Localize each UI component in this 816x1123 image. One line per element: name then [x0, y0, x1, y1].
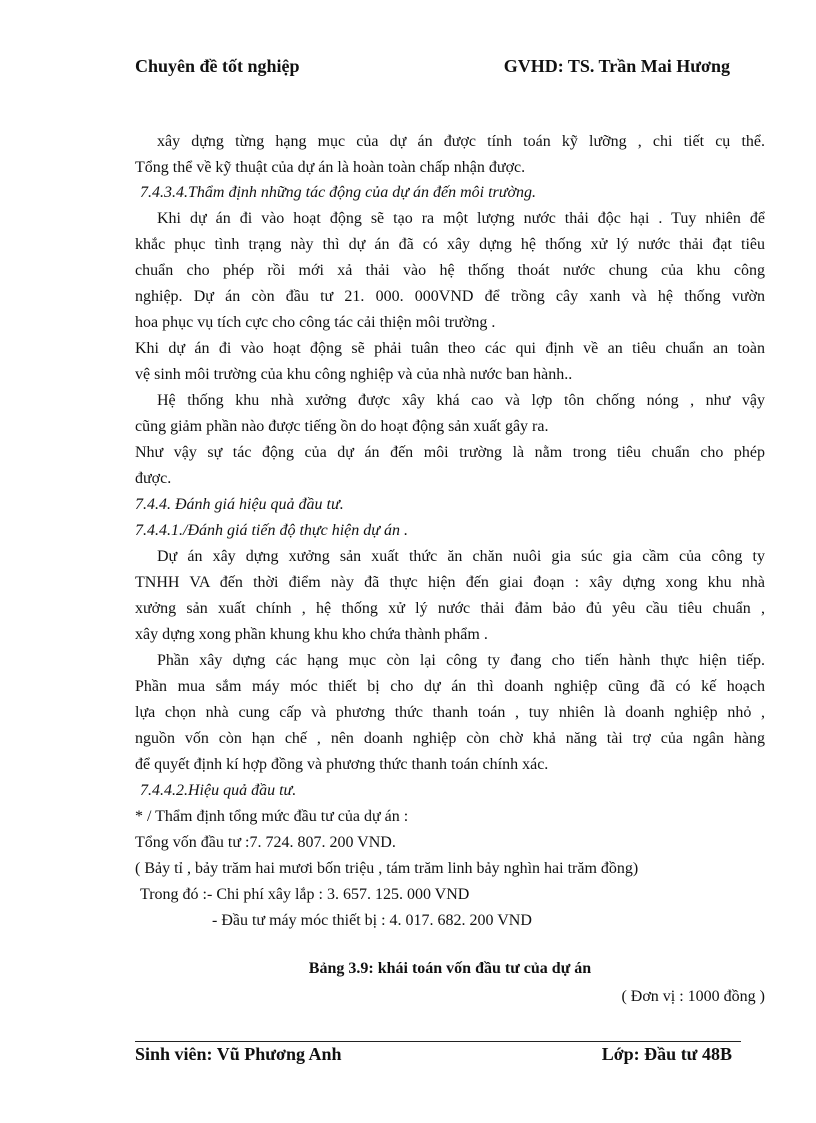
paragraph-line: TNHH VA đến thời điểm này đã thực hiện đến giai đoạn : xây dựng xong khu nhà [135, 574, 765, 591]
paragraph-line: Khi dự án đi vào hoạt động sẽ tạo ra một lượng nước thải độc hại . Tuy nhiên để [157, 210, 765, 227]
paragraph-line: ( Bảy tỉ , bảy trăm hai mươi bốn triệu , tám trăm linh bảy nghìn hai trăm đồng) [135, 860, 639, 877]
paragraph-line: hoa phục vụ tích cực cho công tác cải thiện môi trường . [135, 314, 496, 331]
footer-right: Lớp: Đầu tư 48B [601, 1044, 732, 1064]
section-heading: 7.4.4.2.Hiệu quả đầu tư. [140, 782, 297, 799]
paragraph-line: xây dựng từng hạng mục của dự án được tính toán kỹ lưỡng , chi tiết cụ thể. [157, 133, 765, 150]
paragraph-line: Hệ thống khu nhà xưởng được xây khá cao và lợp tôn chống nóng , như vậy [157, 392, 765, 409]
section-heading: 7.4.3.4.Thẩm định những tác động của dự án đến môi trường. [140, 184, 537, 201]
paragraph-line: * / Thẩm định tổng mức đầu tư của dự án : [135, 808, 409, 825]
paragraph-line: nghiệp. Dự án còn đầu tư 21. 000. 000VND để trồng cây xanh và hệ thống vườn [135, 288, 765, 305]
paragraph-line: cũng giảm phần nào được tiếng ồn do hoạt động sản xuất gây ra. [135, 418, 549, 435]
unit-note: ( Đơn vị : 1000 đồng ) [621, 988, 765, 1005]
paragraph-line: khắc phục tình trạng này thì dự án đã có xây dựng hệ thống xử lý nước thải đạt tiêu [135, 236, 765, 253]
paragraph-line: Tổng thể về kỹ thuật của dự án là hoàn toàn chấp nhận được. [135, 159, 526, 176]
paragraph-line: chuẩn cho phép rồi mới xả thải vào hệ thống thoát nước chung của khu công [135, 262, 765, 279]
paragraph-line: Phần mua sắm máy móc thiết bị cho dự án thì doanh nghiệp cũng đã có kế hoạch [135, 678, 765, 695]
section-heading: 7.4.4.1./Đánh giá tiến độ thực hiện dự án . [135, 522, 408, 539]
table-caption: Bảng 3.9: khái toán vốn đầu tư của dự án [308, 960, 592, 977]
footer-left: Sinh viên: Vũ Phương Anh [135, 1044, 342, 1064]
paragraph-line: xưởng sản xuất chính , hệ thống xử lý nước thải đảm bảo đủ yêu cầu tiêu chuẩn , [135, 600, 765, 617]
equipment-cost: - Đầu tư máy móc thiết bị : 4. 017. 682. 200 VND [212, 912, 532, 929]
header-left: Chuyên đề tốt nghiệp [135, 56, 300, 76]
paragraph-line: Khi dự án đi vào hoạt động sẽ phải tuân theo các qui định về an tiêu chuẩn an toàn [135, 340, 765, 357]
paragraph-line: nguồn vốn còn hạn chế , nên doanh nghiệp còn chờ khả năng tài trợ của ngân hàng [135, 730, 765, 747]
paragraph-line: để quyết định kí hợp đồng và phương thức thanh toán chính xác. [135, 756, 549, 773]
paragraph-line: xây dựng xong phần khung khu kho chứa thành phẩm . [135, 626, 488, 643]
header-right: GVHD: TS. Trần Mai Hương [503, 56, 730, 76]
paragraph-line: được. [135, 470, 172, 487]
construction-cost: Trong đó :- Chi phí xây lắp : 3. 657. 125. 000 VND [140, 886, 470, 903]
paragraph-line: Như vậy sự tác động của dự án đến môi trường là nằm trong tiêu chuẩn cho phép [135, 444, 765, 461]
paragraph-line: vệ sinh môi trường của khu công nghiệp và của nhà nước ban hành.. [135, 366, 573, 383]
paragraph-line: lựa chọn nhà cung cấp và phương thức thanh toán , tuy nhiên là doanh nghiệp nhỏ , [135, 704, 765, 721]
section-heading: 7.4.4. Đánh giá hiệu quả đầu tư. [135, 496, 344, 513]
total-investment: Tổng vốn đầu tư :7. 724. 807. 200 VND. [135, 834, 396, 851]
paragraph-line: Dự án xây dựng xưởng sản xuất thức ăn chăn nuôi gia súc gia cầm của công ty [157, 548, 765, 565]
paragraph-line: Phần xây dựng các hạng mục còn lại công ty đang cho tiến hành thực hiện tiếp. [157, 652, 765, 669]
footer-divider [135, 1041, 741, 1042]
